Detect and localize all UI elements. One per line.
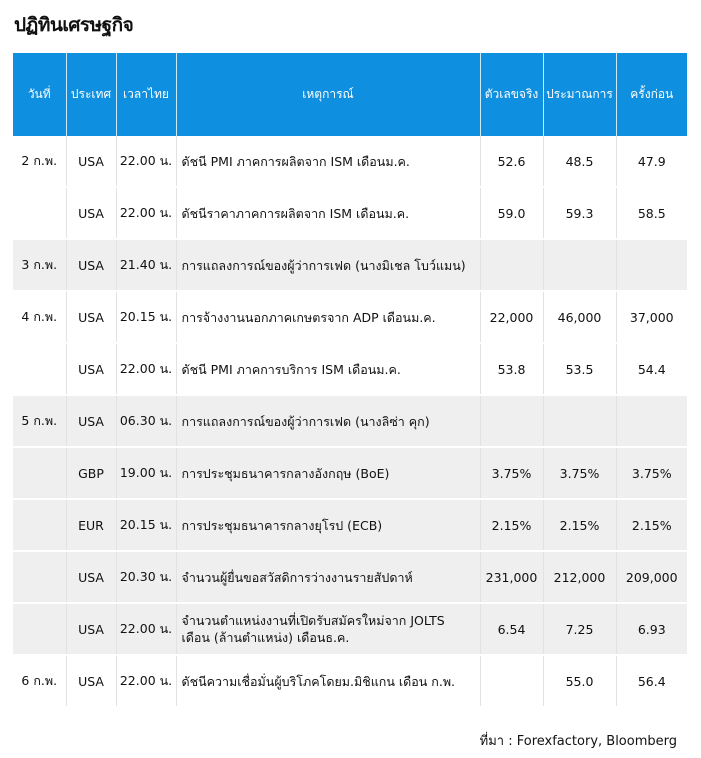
header-row [13, 53, 687, 136]
table-row [13, 447, 687, 499]
cell-event: การแถลงการณ์ของผู้ว่าการเฟด (นางลิซ่า คุก) [176, 395, 480, 447]
cell-date [13, 447, 66, 499]
cell-previous: 54.4 [616, 343, 687, 395]
cell-time: 22.00 น. [116, 187, 176, 239]
cell-country: USA [66, 551, 116, 603]
cell-actual: 53.8 [480, 343, 543, 395]
table-row [13, 655, 687, 707]
cell-actual: 3.75% [480, 447, 543, 499]
cell-event: การจ้างงานนอกภาคเกษตรจาก ADP เดือนม.ค. [176, 291, 480, 343]
cell-actual [480, 655, 543, 707]
cell-previous: 47.9 [616, 136, 687, 187]
cell-actual: 2.15% [480, 499, 543, 551]
cell-event: การประชุมธนาคารกลางยุโรป (ECB) [176, 499, 480, 551]
cell-event: ดัชนี PMI ภาคการบริการ ISM เดือนม.ค. [176, 343, 480, 395]
cell-date: 3 ก.พ. [13, 239, 66, 291]
cell-previous [616, 395, 687, 447]
header-date: วันที่ [13, 53, 66, 136]
cell-forecast: 53.5 [543, 343, 616, 395]
cell-date [13, 187, 66, 239]
header-event: เหตุการณ์ [176, 53, 480, 136]
cell-date [13, 603, 66, 655]
cell-country: USA [66, 343, 116, 395]
cell-time: 22.00 น. [116, 603, 176, 655]
cell-country: USA [66, 136, 116, 187]
cell-forecast [543, 395, 616, 447]
cell-event: การประชุมธนาคารกลางอังกฤษ (BoE) [176, 447, 480, 499]
cell-country: EUR [66, 499, 116, 551]
cell-date [13, 343, 66, 395]
cell-actual: 22,000 [480, 291, 543, 343]
table-row [13, 187, 687, 239]
cell-event: การแถลงการณ์ของผู้ว่าการเฟด (นางมิเชล โบว์แมน) [176, 239, 480, 291]
header-actual: ตัวเลขจริง [480, 53, 543, 136]
cell-event: ดัชนีความเชื่อมั่นผู้บริโภคโดยม.มิชิแกน เดือน ก.พ. [176, 655, 480, 707]
cell-country: USA [66, 603, 116, 655]
cell-previous: 56.4 [616, 655, 687, 707]
economic-calendar-table [13, 53, 687, 708]
cell-forecast: 48.5 [543, 136, 616, 187]
cell-time: 20.30 น. [116, 551, 176, 603]
cell-actual: 6.54 [480, 603, 543, 655]
cell-actual: 231,000 [480, 551, 543, 603]
cell-date: 4 ก.พ. [13, 291, 66, 343]
cell-date: 5 ก.พ. [13, 395, 66, 447]
cell-event: ดัชนี PMI ภาคการผลิตจาก ISM เดือนม.ค. [176, 136, 480, 187]
cell-forecast [543, 239, 616, 291]
cell-forecast: 2.15% [543, 499, 616, 551]
cell-previous: 2.15% [616, 499, 687, 551]
table-row [13, 343, 687, 395]
cell-country: USA [66, 187, 116, 239]
cell-time: 22.00 น. [116, 136, 176, 187]
cell-date: 2 ก.พ. [13, 136, 66, 187]
cell-forecast: 46,000 [543, 291, 616, 343]
cell-date: 6 ก.พ. [13, 655, 66, 707]
cell-actual: 59.0 [480, 187, 543, 239]
cell-previous [616, 239, 687, 291]
table-row [13, 499, 687, 551]
cell-time: 21.40 น. [116, 239, 176, 291]
cell-time: 22.00 น. [116, 655, 176, 707]
cell-time: 06.30 น. [116, 395, 176, 447]
table-row [13, 239, 687, 291]
cell-time: 20.15 น. [116, 291, 176, 343]
cell-previous: 37,000 [616, 291, 687, 343]
table-row [13, 291, 687, 343]
cell-country: USA [66, 395, 116, 447]
cell-forecast: 212,000 [543, 551, 616, 603]
cell-country: GBP [66, 447, 116, 499]
cell-forecast: 59.3 [543, 187, 616, 239]
cell-actual: 52.6 [480, 136, 543, 187]
table-row [13, 603, 687, 655]
cell-country: USA [66, 291, 116, 343]
header-forecast: ประมาณการ [543, 53, 616, 136]
cell-date [13, 499, 66, 551]
cell-event: จำนวนผู้ยื่นขอสวัสดิการว่างงานรายสัปดาห์ [176, 551, 480, 603]
cell-date [13, 551, 66, 603]
table-row [13, 395, 687, 447]
cell-event: จำนวนตำแหน่งงานที่เปิดรับสมัครใหม่จาก JOLTS เดือน (ล้านตำแหน่ง) เดือนธ.ค. [176, 603, 480, 655]
table-row [13, 136, 687, 187]
header-country: ประเทศ [66, 53, 116, 136]
cell-forecast: 7.25 [543, 603, 616, 655]
cell-forecast: 3.75% [543, 447, 616, 499]
cell-previous: 58.5 [616, 187, 687, 239]
cell-actual [480, 239, 543, 291]
header-previous: ครั้งก่อน [616, 53, 687, 136]
cell-time: 20.15 น. [116, 499, 176, 551]
cell-event: ดัชนีราคาภาคการผลิตจาก ISM เดือนม.ค. [176, 187, 480, 239]
cell-time: 22.00 น. [116, 343, 176, 395]
cell-country: USA [66, 239, 116, 291]
page-title: ปฏิทินเศรษฐกิจ [14, 14, 134, 36]
header-time: เวลาไทย [116, 53, 176, 136]
table-row [13, 551, 687, 603]
cell-actual [480, 395, 543, 447]
cell-previous: 6.93 [616, 603, 687, 655]
cell-forecast: 55.0 [543, 655, 616, 707]
cell-time: 19.00 น. [116, 447, 176, 499]
cell-previous: 3.75% [616, 447, 687, 499]
cell-country: USA [66, 655, 116, 707]
source-note: ที่มา : Forexfactory, Bloomberg [479, 734, 677, 749]
cell-previous: 209,000 [616, 551, 687, 603]
